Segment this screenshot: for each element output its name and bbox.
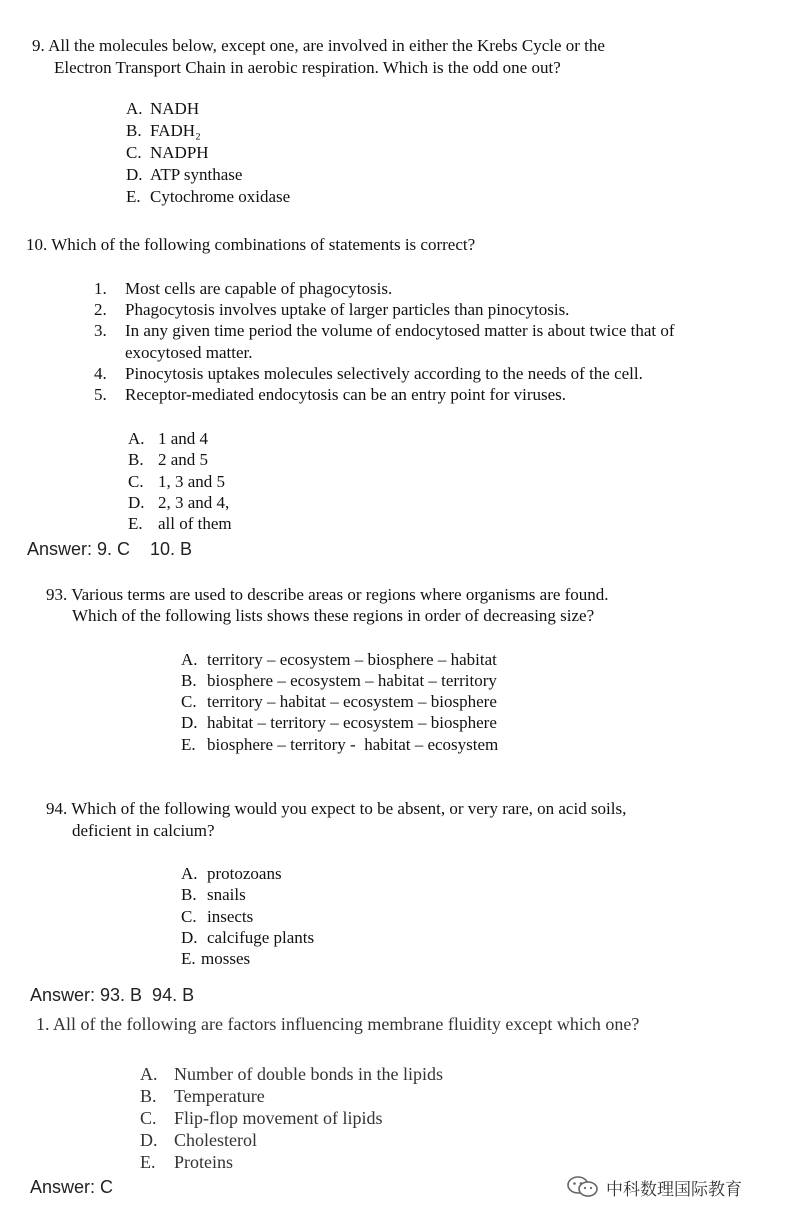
- q94-stem-line1: 94. Which of the following would you expect to be absent, or very rare, on acid soils,: [46, 799, 627, 818]
- q94-option-c: C. insects: [181, 907, 254, 926]
- q94-option-d: D. calcifuge plants: [181, 928, 315, 947]
- q10-stem: 10. Which of the following combinations of statements is correct?: [26, 235, 476, 254]
- q9-number: 9.: [32, 36, 45, 55]
- q93-option-b: B. biosphere – ecosystem – habitat – territory: [181, 671, 497, 690]
- q10-option-a: A. 1 and 4: [128, 429, 209, 448]
- q9-option-c: C. NADPH: [126, 143, 209, 162]
- answer-1: Answer: C: [30, 1177, 114, 1197]
- q9-option-d: D. ATP synthase: [126, 165, 243, 184]
- q1-option-e: E. Proteins: [140, 1152, 234, 1172]
- q1-stem: 1. All of the following are factors influencing membrane fluidity except which one?: [36, 1014, 640, 1034]
- wechat-icon: [566, 1175, 600, 1199]
- watermark: [566, 1174, 742, 1200]
- q93-option-c: C. territory – habitat – ecosystem – biosphere: [181, 692, 497, 711]
- q10-option-b: B. 2 and 5: [128, 450, 209, 469]
- q93-stem-line1: 93. Various terms are used to describe areas or regions where organisms are found.: [46, 585, 609, 604]
- answer-9-10: Answer: 9. C 10. B: [27, 539, 193, 559]
- q94-stem-line2: deficient in calcium?: [72, 821, 215, 840]
- q94-option-a: A. protozoans: [181, 864, 282, 883]
- q10-statement-1: 1. Most cells are capable of phagocytosis.: [94, 279, 393, 298]
- answer-93-94: Answer: 93. B 94. B: [30, 985, 195, 1005]
- q93-option-a: A. territory – ecosystem – biosphere – habitat: [181, 650, 497, 669]
- q9-option-a: A. NADH: [126, 99, 200, 118]
- q94-option-b: B. snails: [181, 885, 246, 904]
- q10-option-c: C. 1, 3 and 5: [128, 472, 226, 491]
- q9-option-e: E. Cytochrome oxidase: [126, 187, 291, 206]
- q10-option-d: D. 2, 3 and 4,: [128, 493, 230, 512]
- q93-option-d: D. habitat – territory – ecosystem – biosphere: [181, 713, 497, 732]
- q1-option-d: D. Cholesterol: [140, 1130, 257, 1150]
- q1-option-b: B. Temperature: [140, 1086, 265, 1106]
- q1-option-a: A. Number of double bonds in the lipids: [140, 1064, 443, 1084]
- q1-option-c: C. Flip-flop movement of lipids: [140, 1108, 383, 1128]
- q9-stem-line1: [32, 35, 605, 56]
- q9-line1: All the molecules below, except one, are involved in either the Krebs Cycle or the: [48, 36, 605, 55]
- q93-option-e: E. biosphere – territory - habitat – ecosystem: [181, 735, 499, 754]
- q9-option-b: B. FADH₂: [126, 121, 201, 140]
- q10-statement-3: 3. In any given time period the volume of endocytosed matter is about twice that of: [94, 321, 675, 340]
- q9-stem-line2: Electron Transport Chain in aerobic respiration. Which is the odd one out?: [54, 58, 561, 77]
- q10-option-e: E. all of them: [128, 514, 232, 533]
- q10-statement-5: 5. Receptor-mediated endocytosis can be an entry point for viruses.: [94, 385, 567, 404]
- q93-stem-line2: Which of the following lists shows these regions in order of decreasing size?: [72, 606, 595, 625]
- q10-statement-3-cont: exocytosed matter.: [125, 343, 253, 362]
- watermark-text: 中科数理国际教育: [606, 1179, 742, 1200]
- q94-option-e: E. mosses: [181, 949, 251, 968]
- q10-statement-4: 4. Pinocytosis uptakes molecules selectively according to the needs of the cell.: [94, 364, 643, 383]
- q10-statement-2: 2. Phagocytosis involves uptake of larger particles than pinocytosis.: [94, 300, 570, 319]
